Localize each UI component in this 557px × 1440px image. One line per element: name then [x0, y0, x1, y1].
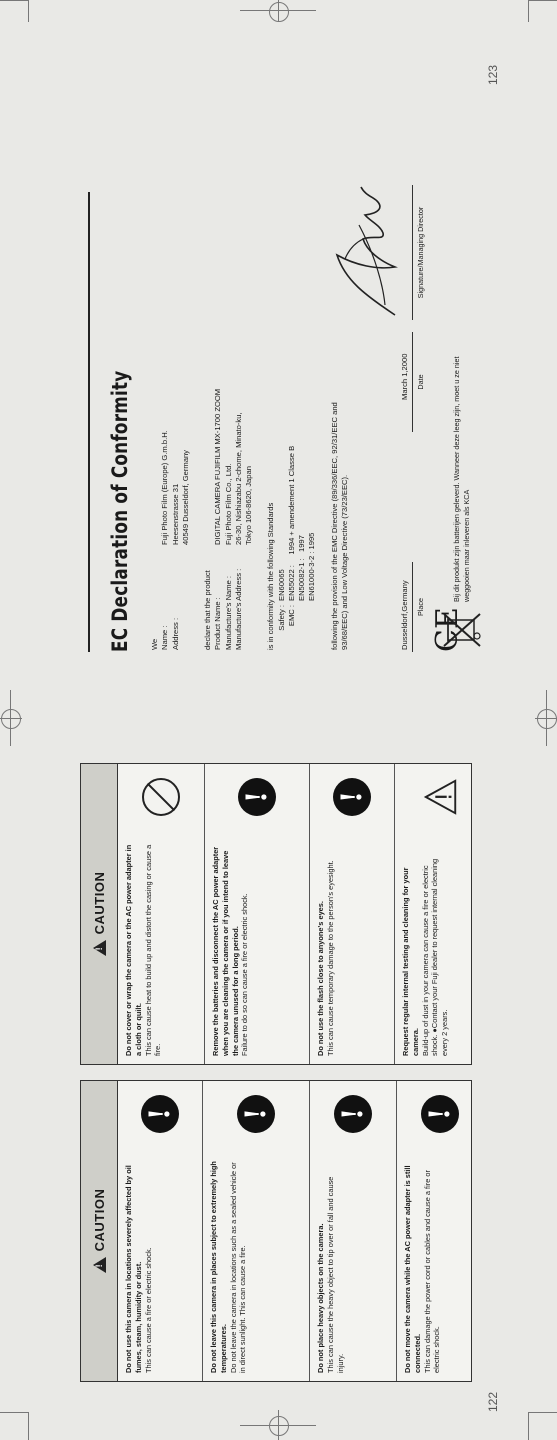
exclamation-icon: ! — [238, 778, 276, 816]
caution-item-text: This can damage the power cord or cables and cause a fire or electric shock. — [422, 1170, 442, 1373]
caution-item-heading: Do not cover or wrap the camera or the AC power adapter in a cloth or quilt. — [124, 844, 143, 1056]
crossed-bin-icon — [440, 610, 484, 650]
emc-row: EMC :EN55022 : 1994 + amendement 1 Classe B — [286, 445, 296, 627]
disposal-note — [452, 172, 471, 602]
warning-triangle-icon — [93, 1257, 106, 1273]
caution-title: CAUTION — [91, 1188, 107, 1252]
caution-title: CAUTION — [91, 871, 107, 935]
caution-header — [81, 764, 118, 1064]
caution-item — [397, 1081, 483, 1381]
ce-mark: CE — [430, 607, 465, 652]
warning-triangle-icon — [93, 940, 106, 956]
declare-text: declare that the product — [203, 570, 212, 650]
caution-item — [205, 764, 310, 1064]
exclamation-icon: ! — [421, 1095, 459, 1133]
declaration-body — [150, 180, 350, 650]
emc-row: EN61000-3-2 : 1995 — [307, 532, 317, 601]
place-value: Dusseldorf,Germany — [400, 580, 409, 650]
place-label: Place — [416, 598, 425, 616]
caution-item-text: This can cause temporary damage to the person's eyesight. — [325, 860, 335, 1056]
signature-image — [325, 175, 410, 325]
date-value: March 1,2000 — [400, 353, 409, 400]
caution-item-text: This can cause a fire or electric shock. — [143, 1247, 153, 1373]
caution-item-heading: Request regular internal testing and cleaning for your camera. — [401, 867, 420, 1056]
caution-item-text: Build-up of dust in your camera can cause a fire or electric shock. ●Contact your Fuji dealer to request internal cleaning every 2 years. — [420, 858, 450, 1056]
title-rule — [88, 192, 90, 652]
name-row: Name :Fuji Photo Film (Europe) G.m.b.H. — [160, 430, 170, 650]
page-title: EC Declaration of Conformity — [108, 370, 132, 652]
caution-table-left — [80, 1080, 472, 1382]
caution-item-heading: Do not leave this camera in places subject to extremely high temperatures. — [209, 1161, 228, 1373]
caution-item-heading: Remove the batteries and disconnect the AC power adapter when you are cleaning the camera or if you intend to leave the camera unused for a long period. — [211, 846, 240, 1056]
caution-header — [81, 1081, 118, 1381]
manufacturer-row: Manufacture's Name :Fuji Photo Film Co., Ltd. — [223, 463, 233, 650]
caution-item — [203, 1081, 310, 1381]
caution-item-text: Failure to do so can cause a fire or electric shock. — [240, 893, 250, 1056]
place-line — [412, 562, 413, 652]
caution-item — [395, 764, 487, 1064]
caution-table-right — [80, 763, 472, 1065]
warning-icon — [422, 778, 460, 816]
exclamation-icon: ! — [333, 778, 371, 816]
manufacturer-address-row: Tokyo 106-8620, Japan — [244, 466, 253, 545]
caution-item — [118, 764, 205, 1064]
caution-item-text: This can cause the heavy object to tip over or fall and cause injury. — [325, 1176, 345, 1373]
manufacturer-address-row: Manufacture's Address :26-30, Nishiazabu 2-chome, Minato-ku, — [233, 412, 243, 650]
page-number-right: 123 — [486, 64, 500, 85]
caution-item-heading: Do not move the camera while the AC power adapter is still connected. — [403, 1165, 422, 1373]
date-line — [412, 332, 413, 432]
caution-item-heading: Do not place heavy objects on the camera. — [316, 1223, 325, 1373]
caution-item — [310, 764, 395, 1064]
address-row: 40549 Dusseldorf, Germany — [180, 450, 190, 545]
we-label: We — [150, 638, 159, 650]
caution-item — [118, 1081, 203, 1381]
directive-text: 93/68/EEC) and Low Voltage Directive (73/23/EEC). — [339, 474, 349, 650]
caution-item-text: This can cause heat to build up and distort the casing or cause a fire. — [143, 844, 163, 1056]
signature-line — [412, 185, 413, 320]
caution-item-text: Do not leave the camera in locations such as a sealed vehicle or in direct sunlight. This can cause a fire. — [228, 1162, 248, 1373]
exclamation-icon: ! — [334, 1095, 372, 1133]
signature-label: Signature/Managing Director — [416, 206, 425, 299]
page-number-left: 122 — [486, 1391, 500, 1412]
safety-row: Safety :EN60065 — [276, 569, 286, 631]
directive-text: following the provision of the EMC Directive (89/336/EEC, 92/31/EEC and — [329, 402, 339, 650]
date-label: Date — [416, 374, 425, 390]
address-row: Address :Heesenstrasse 31 — [170, 483, 180, 650]
conformity-text: is in conformity with the following Standards — [266, 502, 276, 650]
exclamation-icon: ! — [237, 1095, 275, 1133]
emc-row: EN50082-1 : 1997 — [297, 535, 306, 601]
caution-item-heading: Do not use the flash close to anyone's eyes. — [316, 901, 325, 1056]
disposal-line: weggooien maar inleveren als KCA — [461, 489, 471, 602]
disposal-line: Bij dit produkt zijn batterijen geleverd. Wanneer deze leeg zijn, moet u ze niet — [452, 356, 461, 602]
prohibited-icon — [142, 778, 180, 816]
caution-item — [310, 1081, 397, 1381]
product-row: Product Name :DIGITAL CAMERA FUJIFILM MX-1700 ZOOM — [213, 388, 223, 650]
exclamation-icon: ! — [141, 1095, 179, 1133]
caution-item-heading: Do not use this camera in locations severely affected by oil fumes, steam, humidity or dust. — [124, 1165, 143, 1373]
